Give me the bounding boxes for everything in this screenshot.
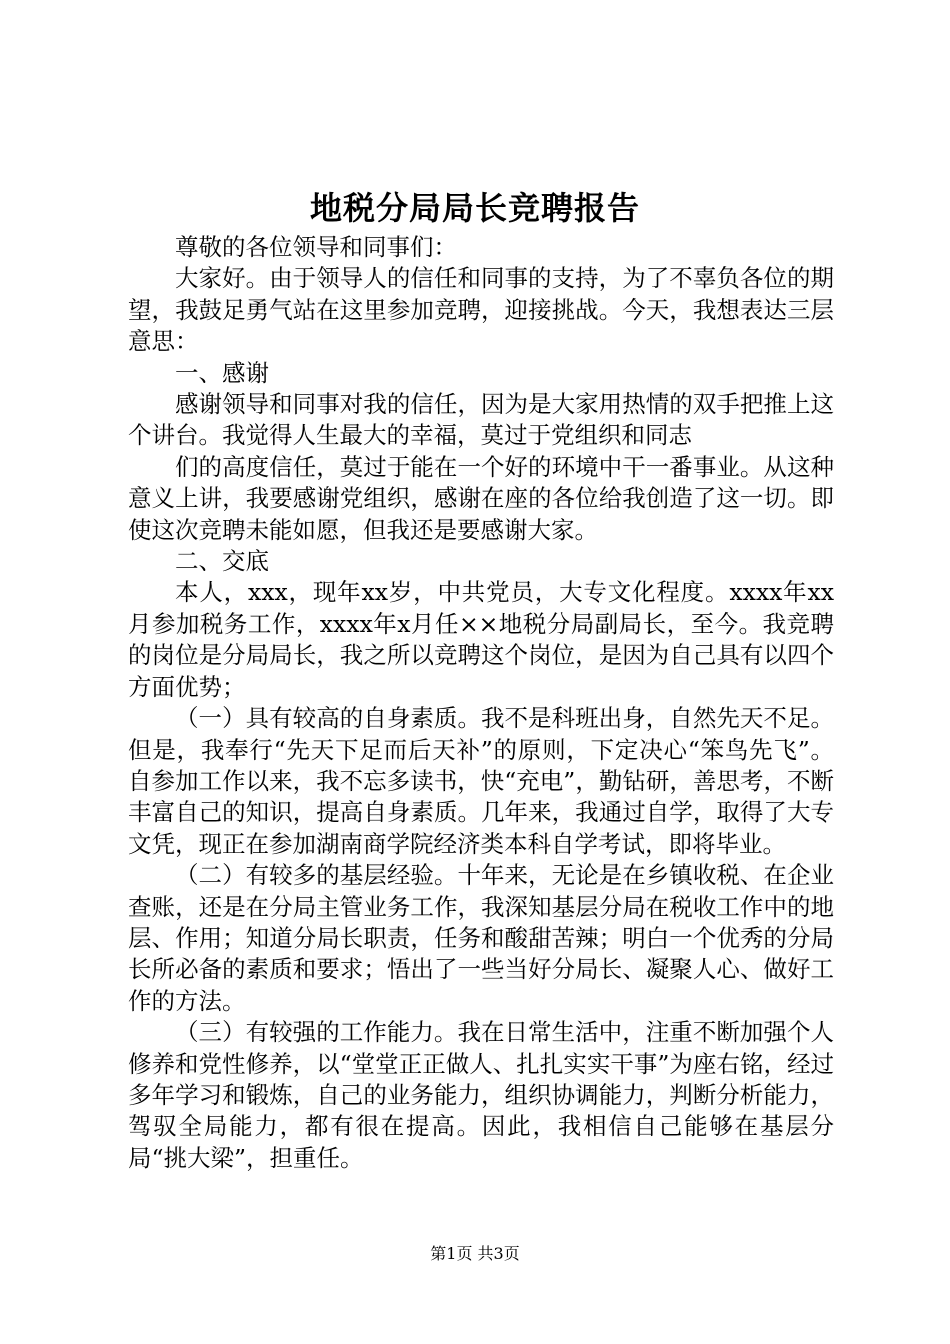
paragraph-advantage-3: （三）有较强的工作能力。我在日常生活中，注重不断加强个人修养和党性修养，以“堂堂正正做人、扎扎实实干事”为座右铭，经过多年学习和锻炼，自己的业务能力，组织协调能力，判断分析能力，驾驭全局能力，都有很在提高。因此，我相信自己能够在基层分局“挑大梁”，担重任。 <box>128 1018 834 1172</box>
section-heading-background: 二、交底 <box>175 547 269 576</box>
section-heading-thanks: 一、感谢 <box>175 358 269 387</box>
paragraph-thanks-1: 感谢领导和同事对我的信任，因为是大家用热情的双手把推上这个讲台。我觉得人生最大的幸福，莫过于党组织和同志 <box>128 390 834 450</box>
paragraph-background: 本人，xxx，现年xx岁，中共党员，大专文化程度。xxxx年xx月参加税务工作，xxxx年x月任××地税分局副局长，至今。我竞聘的岗位是分局局长，我之所以竞聘这个岗位，是因为自己具有以四个方面优势； <box>128 578 834 701</box>
page-number-footer: 第1页 共3页 <box>430 1244 520 1263</box>
document-title: 地税分局局长竞聘报告 <box>309 189 640 227</box>
paragraph-advantage-2: （二）有较多的基层经验。十年来，无论是在乡镇收税、在企业查账，还是在分局主管业务工作，我深知基层分局在税收工作中的地层、作用；知道分局长职责，任务和酸甜苦辣；明白一个优秀的分局长所必备的素质和要求；悟出了一些当好分局长、凝聚人心、做好工作的方法。 <box>128 861 834 1015</box>
salutation: 尊敬的各位领导和同事们： <box>175 233 457 261</box>
paragraph-thanks-2: 们的高度信任，莫过于能在一个好的环境中干一番事业。从这种意义上讲，我要感谢党组织，感谢在座的各位给我创造了这一切。即使这次竞聘未能如愿，但我还是要感谢大家。 <box>128 452 834 544</box>
document-body <box>128 232 834 1174</box>
paragraph-greeting: 大家好。由于领导人的信任和同事的支持，为了不辜负各位的期望，我鼓足勇气站在这里参加竞聘，迎接挑战。今天，我想表达三层意思： <box>128 264 834 356</box>
paragraph-advantage-1: （一）具有较高的自身素质。我不是科班出身，自然先天不足。但是，我奉行“先天下足而后天补”的原则，下定决心“笨鸟先飞”。自参加工作以来，我不忘多读书，快“充电”，勤钻研，善思考，不断丰富自己的知识，提高自身素质。几年来，我通过自学，取得了大专文凭，现正在参加湖南商学院经济类本科自学考试，即将毕业。 <box>128 704 834 858</box>
